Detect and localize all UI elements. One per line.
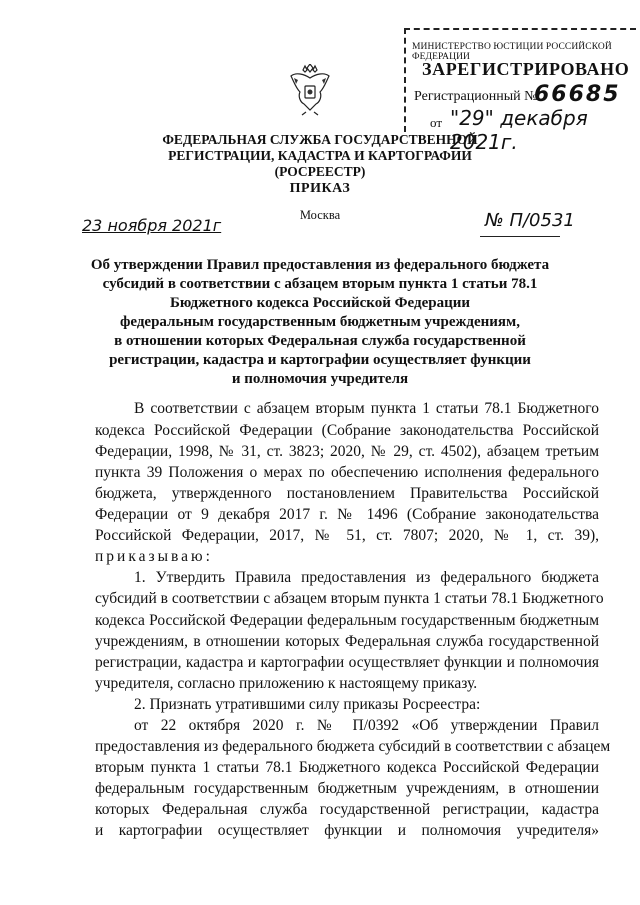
body-line-11: кодекса Российской Федерации федеральным государственным бюджетным: [95, 612, 599, 629]
heading-line-3: Бюджетного кодекса Российской Федерации: [169, 295, 470, 311]
coat-of-arms-icon: [288, 64, 332, 116]
body-line-16: от 22 октября 2020 г. № П/0392 «Об утверждении Правил: [134, 717, 599, 734]
stamp-number: 66685: [534, 82, 621, 107]
city: Москва: [299, 208, 341, 222]
agency-name-line-2: РЕГИСТРАЦИИ, КАДАСТРА И КАРТОГРАФИИ: [168, 148, 472, 163]
handwritten-number: № П/0531: [485, 210, 575, 231]
body-line-1: В соответствии с абзацем вторым пункта 1 статьи 78.1 Бюджетного: [134, 400, 599, 417]
body-line-14: учредителя, согласно приложению к настоящему приказу.: [95, 675, 478, 692]
stamp-number-label: Регистрационный №: [414, 89, 538, 104]
heading-line-5: в отношении которых Федеральная служба государственной: [114, 333, 526, 349]
heading-line-1: Об утверждении Правил предоставления из федерального бюджета: [90, 257, 550, 273]
body-line-15: 2. Признать утратившими силу приказы Росреестра:: [134, 696, 481, 713]
agency-name-line-1: ФЕДЕРАЛЬНАЯ СЛУЖБА ГОСУДАРСТВЕННОЙ: [162, 132, 478, 147]
heading-line-6: регистрации, кадастра и картографии осуществляет функции: [109, 352, 531, 368]
body-line-6: Федерации от 9 декабря 2017 г. № 1496 (Собрание законодательства: [95, 506, 599, 523]
heading-line-2: субсидий в соответствии с абзацем вторым пункта 1 статьи 78.1: [102, 276, 538, 292]
body-line-3: Федерации, 1998, № 31, ст. 3823; 2020, № 29, ст. 4502), абзацем третьим: [95, 443, 599, 460]
number-underline: [480, 236, 560, 237]
body-line-13: регистрации, кадастра и картографии осуществляет функции и полномочия: [95, 654, 599, 671]
body-line-20: которых Федеральная служба государственной регистрации, кадастра: [95, 801, 599, 818]
order-title: ПРИКАЗ: [289, 181, 351, 196]
body-line-2: кодекса Российской Федерации (Собрание законодательства Российской: [95, 422, 599, 439]
body-line-12: учреждениям, в отношении которых Федеральная служба государственной: [95, 633, 599, 650]
body-line-8: приказываю:: [95, 548, 213, 565]
heading-line-4: федеральным государственным бюджетным учреждениям,: [119, 314, 521, 330]
body-line-4: пункта 39 Положения о мерах по обеспечению исполнения федерального: [95, 464, 599, 481]
handwritten-date: 23 ноября 2021г: [82, 216, 222, 235]
body-line-17: предоставления из федерального бюджета субсидий в соответствии с абзацем: [95, 738, 611, 755]
agency-name-line-3: (РОСРЕЕСТР): [274, 164, 366, 179]
stamp-registered: ЗАРЕГИСТРИРОВАНО: [422, 59, 630, 79]
body-line-21: и картографии осуществляет функции и полномочия учредителя»: [95, 822, 599, 839]
stamp-date: "29" декабря 2021г.: [450, 106, 588, 154]
heading-line-7: и полномочия учредителя: [231, 371, 409, 387]
body-line-10: субсидий в соответствии с абзацем вторым пункта 1 статьи 78.1 Бюджетного: [95, 590, 604, 607]
body-line-19: федеральным государственным бюджетным учреждениям, в отношении: [95, 780, 599, 797]
body-line-5: бюджета, утвержденного постановлением Правительства Российской: [95, 485, 599, 502]
body-line-18: вторым пункта 1 статьи 78.1 Бюджетного кодекса Российской Федерации: [95, 759, 599, 776]
stamp-ministry: МИНИСТЕРСТВО ЮСТИЦИИ РОССИЙСКОЙ ФЕДЕРАЦИИ: [412, 42, 612, 62]
body-line-7: Российской Федерации, 2017, № 51, ст. 7807; 2020, № 1, ст. 39),: [95, 527, 599, 544]
stamp-date-label: от: [430, 115, 443, 130]
body-line-9: 1. Утвердить Правила предоставления из федерального бюджета: [134, 569, 599, 586]
